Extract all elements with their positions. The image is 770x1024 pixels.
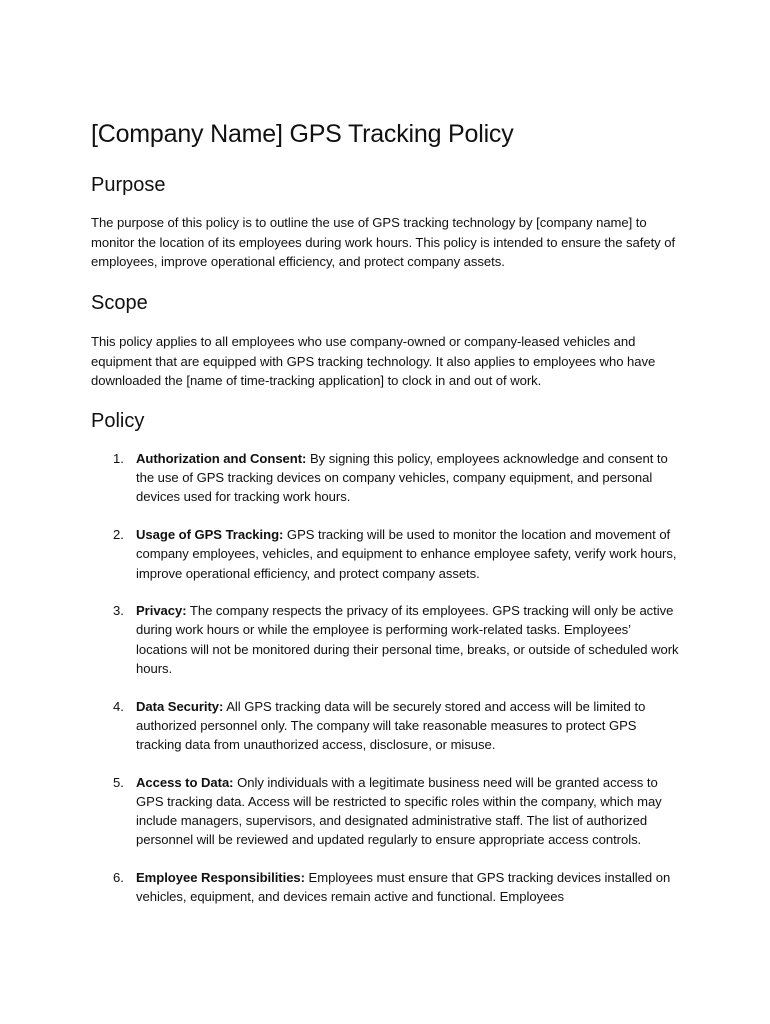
policy-item-text: Employees must ensure that GPS tracking devices installed on vehicles, equipment, and devices remain active and functional. Employees — [136, 869, 671, 905]
list-number: 3. — [113, 603, 124, 619]
policy-item-text: All GPS tracking data will be securely stored and access will be limited to authorized personnel only. The company will take reasonable measures to protect GPS tracking data from unauthorized access, disclosure, or misuse. — [136, 698, 646, 752]
policy-item-title: Employee Responsibilities: — [136, 869, 305, 885]
purpose-heading: Purpose — [91, 174, 166, 196]
list-number: 5. — [113, 774, 124, 790]
purpose-paragraph: The purpose of this policy is to outline the use of GPS tracking technology by [company name] to monitor the location of its employees during work hours. This policy is intended to ensure the safety of employees, improve operational efficiency, and protect company assets. — [91, 215, 676, 269]
policy-item-usage — [91, 525, 681, 583]
policy-item-authorization — [91, 449, 681, 507]
policy-item-title: Authorization and Consent: — [136, 451, 307, 466]
policy-item-access-to-data — [91, 773, 681, 850]
policy-item-title: Usage of GPS Tracking: — [136, 527, 284, 543]
policy-list — [91, 449, 681, 925]
policy-item-title: Access to Data: — [136, 774, 234, 790]
list-number: 1. — [113, 451, 124, 466]
list-number: 4. — [113, 698, 124, 714]
list-number: 2. — [113, 527, 124, 543]
policy-item-employee-responsibilities — [91, 868, 681, 906]
list-number: 6. — [113, 869, 124, 885]
policy-item-text: The company respects the privacy of its employees. GPS tracking will only be active during work hours or while the employee is performing work-related tasks. Employees’ locations will not be monitored during their personal time, breaks, or outside of scheduled work hours. — [136, 603, 679, 676]
scope-paragraph: This policy applies to all employees who use company-owned or company-leased vehicles and equipment that are equipped with GPS tracking technology. It also applies to employees who have downloaded the [name of time-tracking application] to clock in and out of work. — [91, 334, 656, 388]
policy-item-privacy — [91, 601, 681, 678]
policy-heading: Policy — [91, 410, 145, 432]
policy-item-text: By signing this policy, employees acknowledge and consent to the use of GPS tracking devices on company vehicles, company equipment, and personal devices used for tracking work hours. — [136, 451, 668, 505]
document-title: [Company Name] GPS Tracking Policy — [91, 120, 514, 148]
policy-item-data-security — [91, 697, 681, 755]
policy-item-title: Data Security: — [136, 698, 224, 714]
scope-heading: Scope — [91, 292, 148, 314]
policy-item-text: Only individuals with a legitimate business need will be granted access to GPS tracking data. Access will be restricted to specific roles within the company, which may include managers, supervisors, and designated administrative staff. The list of authorized personnel will be reviewed and updated regularly to ensure appropriate access controls. — [136, 774, 662, 848]
policy-item-title: Privacy: — [136, 603, 187, 619]
policy-item-text: GPS tracking will be used to monitor the location and movement of company employees, vehicles, and equipment to enhance employee safety, verify work hours, improve operational efficiency, and protect company assets. — [136, 527, 677, 581]
